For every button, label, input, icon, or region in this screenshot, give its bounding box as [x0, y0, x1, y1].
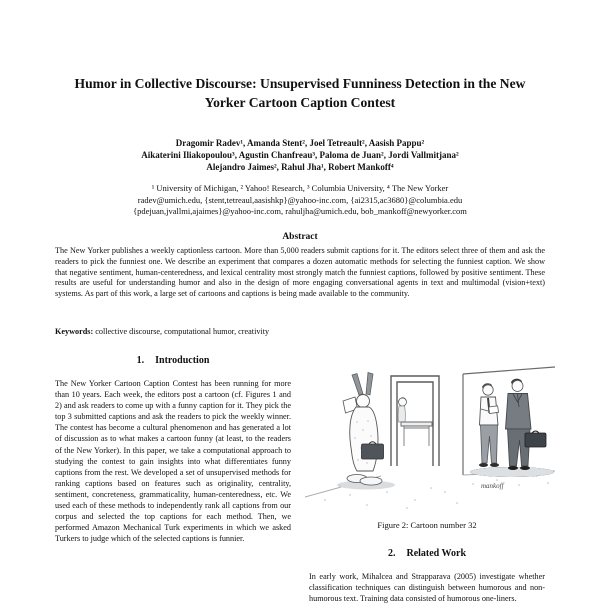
section-title: Related Work [406, 548, 467, 559]
keywords-text: collective discourse, computational humor, creativity [93, 327, 270, 336]
rabbit-foot-front [360, 477, 382, 485]
man2-shoe-right [520, 466, 530, 470]
figure-2 [309, 364, 545, 530]
author-line: Aikaterini Iliakopoulou³, Agustin Chanfreau³, Paloma de Juan², Jordi Vallmitjana² [141, 150, 459, 160]
related-work-paragraph: In early work, Mihalcea and Strapparava (2005) investigate whether classification techniques can distinguish between humorous and non-humorous text. Training data consisted of humorous one-liners. [309, 572, 545, 604]
man1-shoe-left [479, 463, 488, 467]
page-title-line2: Yorker Cartoon Caption Contest [204, 95, 396, 110]
email-line: radev@umich.edu, {stent,tetreaul,aasishkp}@yahoo-inc.com, {ai2315,ac3680}@columbia.edu [137, 195, 463, 205]
section-number: 1. [136, 355, 145, 366]
right-column [309, 352, 545, 604]
author-line: Dragomir Radev¹, Amanda Stent², Joel Tetreault², Aasish Pappu² [175, 138, 425, 148]
man2-head [512, 381, 523, 392]
abstract-heading: Abstract [282, 232, 318, 242]
abstract-text: The New Yorker publishes a weekly captionless cartoon. More than 5,000 readers submit captions for it. The editors select three of them and ask the readers to pick the funniest one. We describe an experiment that compares a dozen automatic methods for selecting the funniest caption. We show that negative sentiment, human-centeredness, and lexical centrality most strongly match the funniest captions, followed by positive sentiment. These results are useful for understanding humor and also in the design of more engaging conversational agents in text and multimodal (vision+text) systems. As part of this work, a large set of cartoons and captions is being made available to the community. [55, 246, 545, 299]
rabbit-head [357, 395, 370, 408]
man1-paper [489, 406, 499, 414]
figure-caption: Figure 2: Cartoon number 32 [377, 520, 477, 530]
cartoon-signature: mankoff [481, 482, 504, 490]
keywords-line [55, 327, 545, 338]
rabbit-ear-left [352, 374, 363, 396]
man1-shoe-right [490, 463, 499, 467]
introduction-paragraph: The New Yorker Cartoon Caption Contest has been running for more than 10 years. Each week, the editors post a cartoon (cf. Figures 1 and 2) and ask readers to come up with a funny caption for it. They pick the top 3 submitted captions and ask the readers to pick the weekly winner. The contest has become a cultural phenomenon and has generated a lot of discussion as to what makes a cartoon funny (at least, to the readers of the New Yorker). In this paper, we take a computational approach to studying the contest to gain insights into what differentiates funny captions from the rest. We developed a set of unsupervised methods for ranking captions based on features such as originality, centrality, sentiment, concreteness, grammaticality, human-centeredness, etc. We used each of these methods to independently rank all captions from our corpus and selected the top captions for each method. Then, we performed Amazon Mechanical Turk experiments in which we asked Turkers to judge which of the selected captions is funnier. [55, 379, 291, 544]
man2-briefcase [525, 433, 546, 447]
email-line: {pdejuan,jvallmi,ajaimes}@yahoo-inc.com, rahuljha@umich.edu, bob_mankoff@newyorker.com [133, 206, 467, 216]
author-line: Alejandro Jaimes², Rahul Jha¹, Robert Mankoff⁴ [206, 162, 394, 172]
page-title [40, 74, 560, 112]
rabbit-ear-right [366, 373, 373, 396]
man1-trousers [481, 425, 498, 463]
receptionist-head [399, 398, 407, 406]
cartoon-figure-image [305, 364, 555, 516]
author-list [30, 137, 570, 173]
receptionist-body [398, 406, 405, 422]
man1-head [483, 385, 493, 395]
desk [401, 422, 432, 426]
section-number: 2. [387, 548, 396, 559]
man2-shoe-left [508, 466, 518, 470]
section-title: Introduction [155, 355, 210, 366]
page-title-line1: Humor in Collective Discourse: Unsupervised Funniness Detection in the New [74, 76, 526, 91]
section-heading-related-work [309, 547, 545, 560]
section-heading-introduction [55, 354, 291, 367]
rabbit-briefcase [362, 444, 384, 459]
left-column [55, 352, 291, 544]
keywords-label: Keywords: [55, 327, 94, 336]
affiliations: ¹ University of Michigan, ² Yahoo! Research, ³ Columbia University, ⁴ The New Yorker [151, 183, 449, 193]
email-list [30, 195, 570, 217]
rabbit-body [350, 407, 378, 471]
desk-legs [404, 426, 429, 446]
